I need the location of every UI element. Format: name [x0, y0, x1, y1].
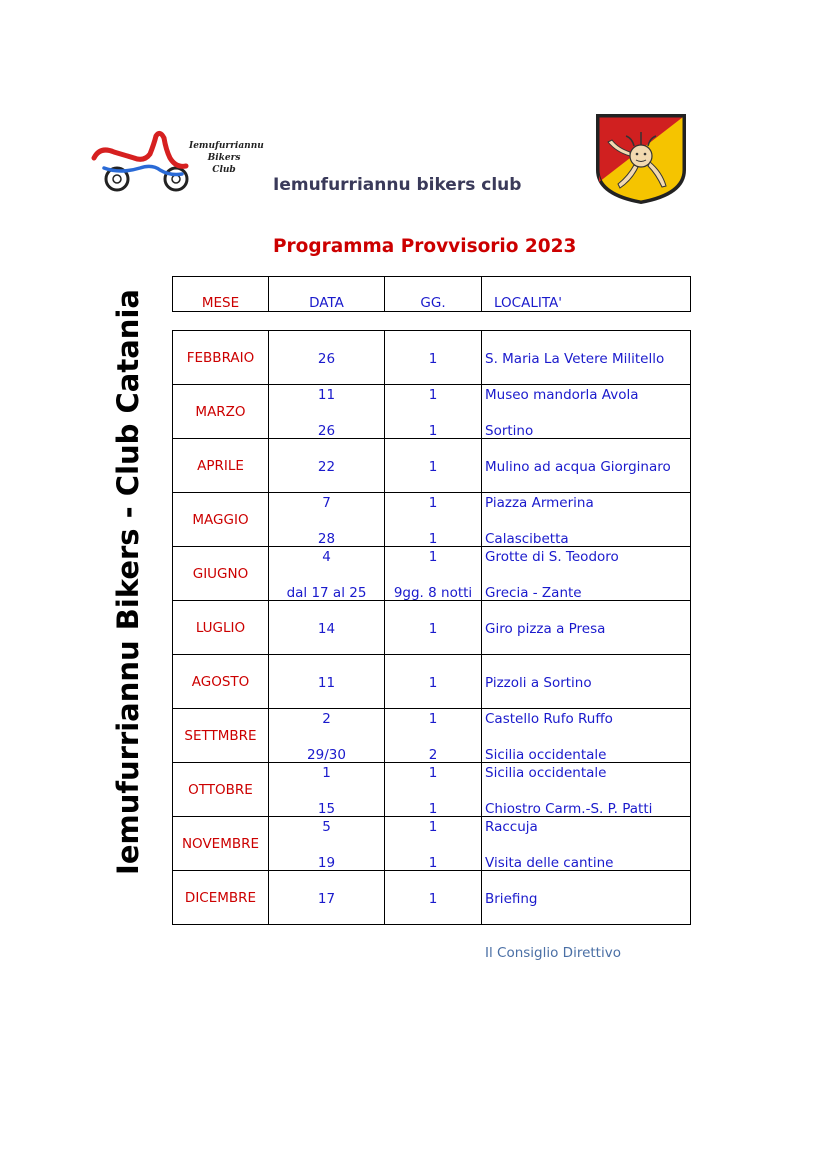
- table-row: [173, 871, 691, 925]
- days-value: 1: [428, 423, 438, 439]
- date-value: 5: [322, 819, 331, 835]
- location-value: Sicilia occidentale: [485, 747, 607, 763]
- location-value: Raccuja: [485, 819, 538, 835]
- date-cell: [269, 655, 385, 709]
- date-cell: [269, 547, 385, 601]
- days-cell: [385, 655, 482, 709]
- location-cell: [482, 709, 691, 763]
- signature: Il Consiglio Direttivo: [485, 945, 621, 961]
- location-value: Piazza Armerina: [485, 495, 594, 511]
- date-cell: [269, 385, 385, 439]
- month-cell: NOVEMBRE: [173, 817, 269, 871]
- location-cell: [482, 331, 691, 385]
- header-mese: MESE: [173, 277, 269, 312]
- location-value: Sortino: [485, 423, 534, 439]
- location-value: Museo mandorla Avola: [485, 387, 639, 403]
- days-value: 9gg. 8 notti: [393, 585, 473, 601]
- location-cell: [482, 817, 691, 871]
- days-value: 1: [428, 819, 438, 835]
- club-title: Iemufurriannu bikers club: [273, 175, 522, 195]
- location-cell: [482, 493, 691, 547]
- days-cell: [385, 709, 482, 763]
- days-value: 1: [428, 459, 438, 475]
- table-row: [173, 439, 691, 493]
- sicily-crest-icon: [594, 112, 688, 206]
- location-value: Giro pizza a Presa: [485, 621, 606, 637]
- table-row: [173, 601, 691, 655]
- location-value: Briefing: [485, 891, 538, 907]
- days-value: 1: [428, 549, 438, 565]
- days-value: 1: [428, 801, 438, 817]
- date-value: 4: [322, 549, 331, 565]
- table-row: [173, 331, 691, 385]
- schedule-table: [172, 330, 691, 925]
- days-value: 1: [428, 387, 438, 403]
- location-value: Mulino ad acqua Giorginaro: [485, 459, 671, 475]
- days-cell: [385, 763, 482, 817]
- days-cell: [385, 547, 482, 601]
- month-cell: APRILE: [173, 439, 269, 493]
- date-cell: [269, 763, 385, 817]
- location-value: Sicilia occidentale: [485, 765, 607, 781]
- logo-text-line: Club: [212, 165, 236, 175]
- logo-text-line: Bikers: [207, 153, 241, 163]
- days-value: 1: [428, 621, 438, 637]
- logo-text: [189, 140, 264, 176]
- table-row: [173, 385, 691, 439]
- days-value: 2: [428, 747, 438, 763]
- date-cell: [269, 439, 385, 493]
- month-cell: MARZO: [173, 385, 269, 439]
- date-value: 26: [317, 423, 336, 439]
- location-value: Grecia - Zante: [485, 585, 582, 601]
- days-value: 1: [428, 531, 438, 547]
- schedule-header-table: [172, 276, 691, 312]
- days-cell: [385, 385, 482, 439]
- table-row: [173, 547, 691, 601]
- date-value: 15: [317, 801, 336, 817]
- table-row: [173, 709, 691, 763]
- header-data: DATA: [269, 277, 385, 312]
- location-value: Pizzoli a Sortino: [485, 675, 592, 691]
- days-value: 1: [428, 675, 438, 691]
- table-row: [173, 817, 691, 871]
- date-cell: [269, 871, 385, 925]
- date-value: 14: [317, 621, 336, 637]
- location-value: Visita delle cantine: [485, 855, 614, 871]
- date-value: dal 17 al 25: [286, 585, 367, 601]
- days-cell: [385, 817, 482, 871]
- days-cell: [385, 601, 482, 655]
- table-row: [173, 763, 691, 817]
- date-cell: [269, 817, 385, 871]
- days-value: 1: [428, 495, 438, 511]
- header-localita: LOCALITA': [482, 277, 691, 312]
- month-cell: LUGLIO: [173, 601, 269, 655]
- location-value: Chiostro Carm.-S. P. Patti: [485, 801, 653, 817]
- date-cell: [269, 601, 385, 655]
- location-cell: [482, 439, 691, 493]
- days-value: 1: [428, 891, 438, 907]
- days-value: 1: [428, 351, 438, 367]
- program-title: Programma Provvisorio 2023: [273, 236, 577, 257]
- table-row: [173, 655, 691, 709]
- location-cell: [482, 763, 691, 817]
- location-value: Grotte di S. Teodoro: [485, 549, 619, 565]
- date-cell: [269, 709, 385, 763]
- club-logo: [90, 128, 262, 198]
- location-cell: [482, 385, 691, 439]
- date-value: 2: [322, 711, 331, 727]
- month-cell: GIUGNO: [173, 547, 269, 601]
- side-vertical-title: Iemufurriannu Bikers - Club Catania: [111, 289, 145, 875]
- month-cell: AGOSTO: [173, 655, 269, 709]
- location-value: Calascibetta: [485, 531, 569, 547]
- location-cell: [482, 547, 691, 601]
- days-cell: [385, 331, 482, 385]
- date-value: 22: [317, 459, 336, 475]
- date-value: 11: [317, 387, 336, 403]
- header-row: [173, 277, 691, 312]
- month-cell: FEBBRAIO: [173, 331, 269, 385]
- days-value: 1: [428, 711, 438, 727]
- location-cell: [482, 655, 691, 709]
- date-value: 26: [317, 351, 336, 367]
- days-cell: [385, 439, 482, 493]
- table-row: [173, 493, 691, 547]
- days-cell: [385, 493, 482, 547]
- date-value: 19: [317, 855, 336, 871]
- logo-text-line: Iemufurriannu: [189, 141, 264, 151]
- date-value: 11: [317, 675, 336, 691]
- month-cell: MAGGIO: [173, 493, 269, 547]
- date-value: 7: [322, 495, 331, 511]
- header-gg: GG.: [385, 277, 482, 312]
- date-value: 29/30: [307, 747, 346, 763]
- month-cell: DICEMBRE: [173, 871, 269, 925]
- month-cell: SETTMBRE: [173, 709, 269, 763]
- location-value: S. Maria La Vetere Militello: [485, 351, 665, 367]
- date-cell: [269, 493, 385, 547]
- days-value: 1: [428, 855, 438, 871]
- date-value: 17: [317, 891, 336, 907]
- location-cell: [482, 871, 691, 925]
- days-cell: [385, 871, 482, 925]
- location-cell: [482, 601, 691, 655]
- date-cell: [269, 331, 385, 385]
- date-value: 1: [322, 765, 331, 781]
- month-cell: OTTOBRE: [173, 763, 269, 817]
- location-value: Castello Rufo Ruffo: [485, 711, 613, 727]
- days-value: 1: [428, 765, 438, 781]
- date-value: 28: [317, 531, 336, 547]
- motorcycle-logo-icon: [90, 128, 190, 198]
